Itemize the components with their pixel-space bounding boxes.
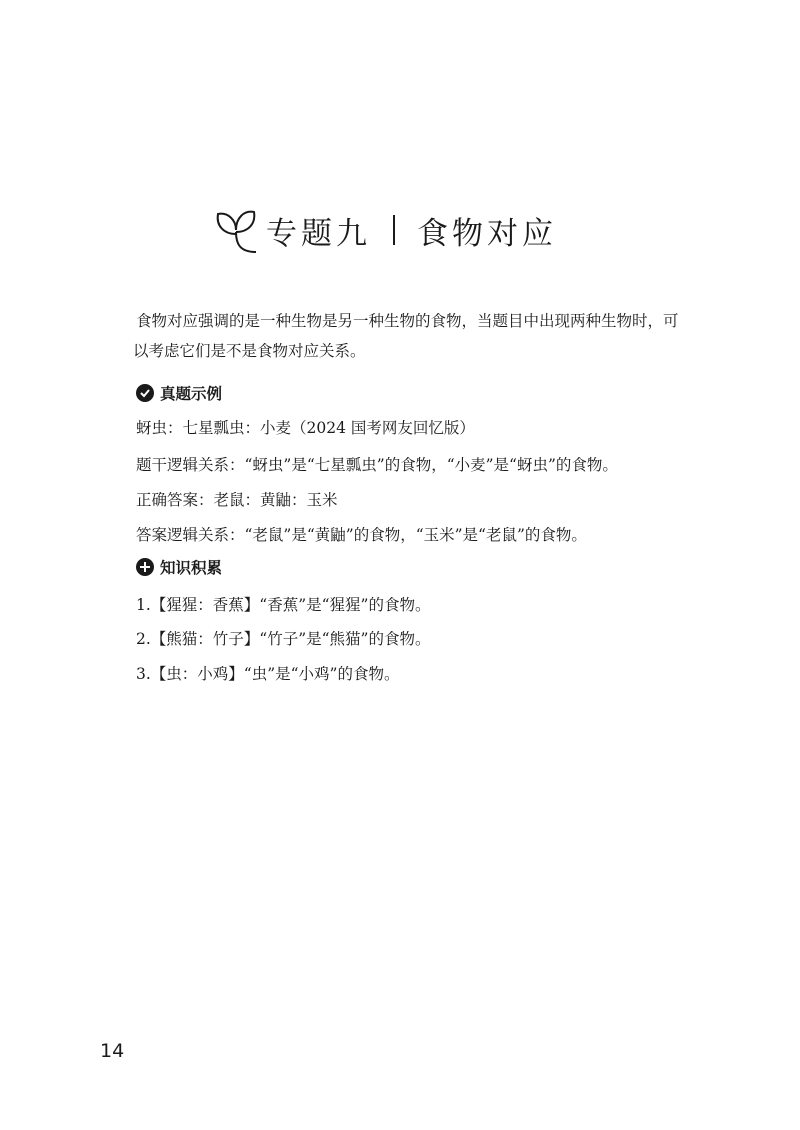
example-question: 蚜虫：七星瓢虫：小麦（2024 国考网友回忆版）: [136, 419, 475, 437]
knowledge-badge-icon: [136, 558, 154, 576]
title-divider: [393, 215, 395, 245]
sprout-icon: [210, 200, 262, 260]
knowledge-item: 1.【猩猩：香蕉】“香蕉”是“猩猩”的食物。: [136, 596, 431, 614]
example-question-logic: 题干逻辑关系：“蚜虫”是“七星瓢虫”的食物，“小麦”是“蚜虫”的食物。: [136, 456, 618, 474]
knowledge-heading: [136, 556, 222, 578]
knowledge-item: 3.【虫：小鸡】“虫”是“小鸡”的食物。: [136, 665, 400, 683]
example-heading: [136, 382, 222, 404]
example-answer: 正确答案：老鼠：黄鼬：玉米: [136, 491, 338, 509]
page-number: 14: [100, 1040, 125, 1062]
page-topic: 食物对应: [417, 215, 557, 252]
intro-line-2: 以考虑它们是不是食物对应关系。: [133, 342, 366, 360]
page-title-row: [210, 198, 557, 262]
example-answer-logic: 答案逻辑关系：“老鼠”是“黄鼬”的食物，“玉米”是“老鼠”的食物。: [136, 526, 587, 544]
intro-paragraph: [133, 306, 696, 366]
page-title: 专题九: [266, 215, 371, 252]
example-badge-icon: [136, 384, 154, 402]
example-heading-text: 真题示例: [160, 385, 223, 403]
intro-line-1: 食物对应强调的是一种生物是另一种生物的食物，当题目中出现两种生物时，可: [136, 312, 679, 330]
knowledge-item: 2.【熊猫：竹子】“竹子”是“熊猫”的食物。: [136, 630, 431, 648]
knowledge-heading-text: 知识积累: [160, 559, 223, 577]
